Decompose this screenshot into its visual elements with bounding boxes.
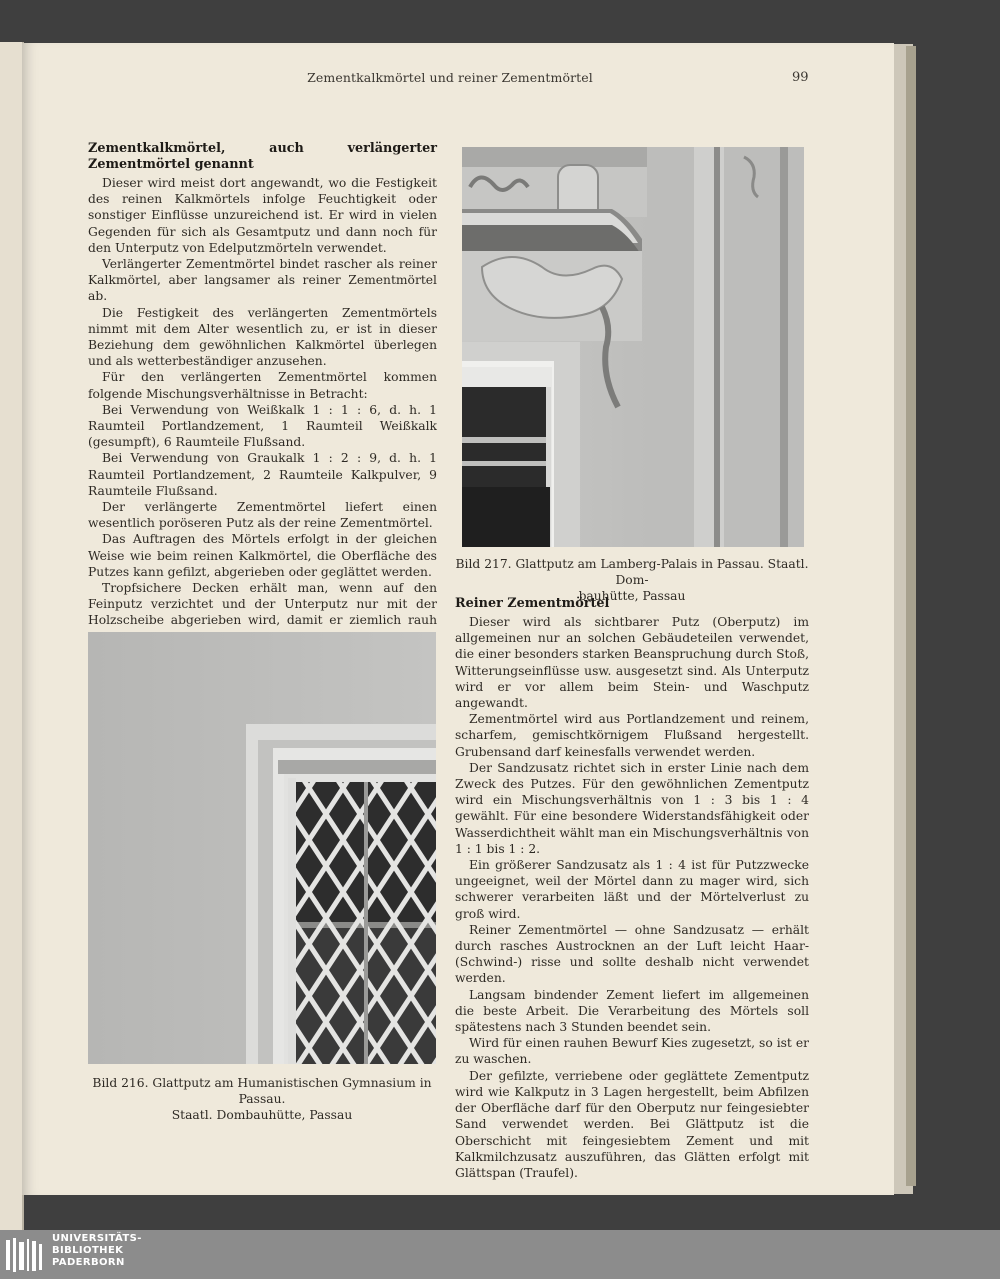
paragraph: Dieser wird als sichtbarer Putz (Oberputz) im allgemeinen nur an solchen Gebäudeteilen verwendet, die einer besonders starken Beanspruchung durch Stoß, Witterungseinflüsse usw. ausgesetzt sind. Als Unterputz wird er vor allem beim Stein- und Waschputz angewandt. (455, 615, 809, 711)
paragraph: Tropfsichere Decken erhält man, wenn auf den Feinputz verzichtet und der Unterputz nur mit der Holzscheibe abgerieben wird, damit er ziemlich rauh (88, 581, 437, 628)
section-heading-reiner-zementmoertel: Reiner Zementmörtel (455, 596, 610, 611)
paragraph: Die Festigkeit des verlängerten Zementmörtels nimmt mit dem Alter wesentlich zu, er ist in dieser Beziehung dem gewöhnlichen Kalkmörtel überlegen und als wetterbeständiger anzusehen. (88, 305, 437, 369)
paragraph: Der verlängerte Zementmörtel liefert einen wesentlich poröseren Putz als der reine Zementmörtel. (88, 500, 437, 531)
paragraph: Der Sandzusatz richtet sich in erster Linie nach dem Zweck des Putzes. Für den gewöhnlichen Zementputz wird ein Mischungsverhältnis von 1 : 3 bis 1 : 4 gewählt. Für eine besondere Widerstandsfähigkeit oder Wasserdichtheit wählt man ein Mischungsverhältnis von 1 : 1 bis 1 : 2. (455, 760, 809, 856)
paragraph: Reiner Zementmörtel — ohne Sandzusatz — erhält durch rasches Austrocknen an der Luft leicht Haar- (Schwind-) risse und sollte deshalb nicht verwendet werden. (455, 922, 809, 986)
page-number: 99 (792, 70, 809, 85)
paragraph: Verlängerter Zementmörtel bindet rascher als reiner Kalkmörtel, aber langsamer als reiner Zementmörtel ab. (88, 257, 437, 304)
caption-figure-217: Bild 217. Glattputz am Lamberg-Palais in Passau. Staatl. Dom- bauhütte, Passau (455, 557, 809, 603)
library-logo-icon (4, 1234, 46, 1276)
facing-page-edge (0, 42, 24, 1232)
running-head: Zementkalkmörtel und reiner Zementmörtel (307, 70, 593, 85)
paragraph: Der gefilzte, verriebene oder geglättete Zementputz wird wie Kalkputz in 3 Lagen hergestellt, beim Abfilzen der Oberfläche darf für den Oberputz nur feingesiebter Sand verwendet werden. Bei Glättputz ist die Oberschicht mit feingesiebtem Zement und mit Kalkmilchzusatz auszuführen, das Glätten erfolgt mit Glättspan (Traufel). (455, 1068, 809, 1180)
paragraph: Ein größerer Sandzusatz als 1 : 4 ist für Putzzwecke ungeeignet, weil der Mörtel dann zu mager wird, sich schwerer verarbeiten läßt und der Mörtelverlust zu groß wird. (455, 858, 809, 921)
paragraph: Bei Verwendung von Graukalk 1 : 2 : 9, d. h. 1 Raumteil Portlandzement, 2 Raumteile Kalkpulver, 9 Raumteile Flußsand. (88, 451, 437, 498)
book-cover-board (906, 46, 916, 1186)
left-column (88, 141, 437, 645)
paragraph: Bei Verwendung von Weißkalk 1 : 1 : 6, d. h. 1 Raumteil Portlandzement, 1 Raumteil Weißkalk (gesumpft), 6 Raumteile Flußsand. (88, 402, 437, 450)
paragraph: Für den verlängerten Zementmörtel kommen folgende Mischungsverhältnisse in Betracht: (88, 370, 437, 401)
paragraph: Wird für einen rauhen Bewurf Kies zugesetzt, so ist er zu waschen. (455, 1036, 809, 1067)
paragraph: Zementmörtel wird aus Portlandzement und reinem, scharfem, gemischtkörnigem Flußsand hergestellt. Grubensand darf keinesfalls verwendet werden. (455, 712, 809, 759)
paragraph: Langsam bindender Zement liefert im allgemeinen die beste Arbeit. Die Verarbeitung des Mörtels soll spätestens nach 3 Stunden beendet sein. (455, 987, 809, 1035)
section-heading-zementkalkmoertel: Zementkalkmörtel, auch verlängerter Zementmörtel genannt (88, 141, 437, 172)
paragraph: Dieser wird meist dort angewandt, wo die Festigkeit des reinen Kalkmörtels infolge Feuchtigkeit oder sonstiger Einflüsse unzureichend ist. Er wird in vielen Gegenden für sich als Gesamtputz und dann noch für den Unterputz von Edelputzmörteln verwendet. (88, 176, 437, 255)
library-footer-bar (0, 1230, 1000, 1279)
library-name: UNIVERSITÄTS- BIBLIOTHEK PADERBORN (52, 1233, 142, 1268)
paragraph: Das Auftragen des Mörtels erfolgt in der gleichen Weise wie beim reinen Kalkmörtel, die Oberfläche des Putzes kann gefilzt, abgerieben oder geglättet werden. (88, 532, 437, 579)
caption-figure-216: Bild 216. Glattputz am Humanistischen Gymnasium in Passau. Staatl. Dombauhütte, Passau (92, 1076, 432, 1122)
right-column (455, 596, 809, 1181)
photo-lamberg-palais-window (462, 147, 804, 547)
photo-gymnasium-window (88, 632, 436, 1064)
